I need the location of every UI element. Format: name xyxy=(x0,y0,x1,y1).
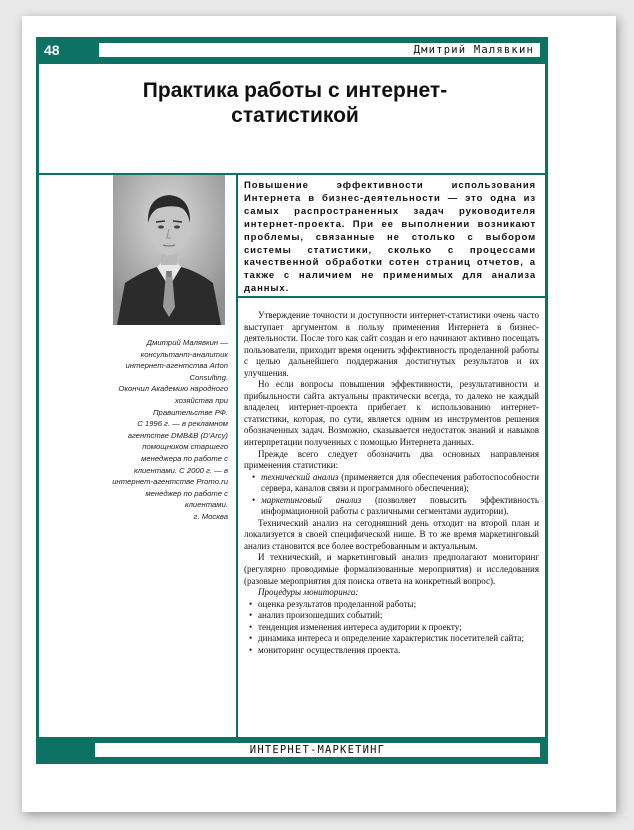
author-photo xyxy=(113,175,225,325)
body-paragraph: Но если вопросы повышения эффективности, результативности и прибыльности сайта актуальны практически всегда, то далеко не каждый владелец интернет-проекта прибегает к использованию интернет-статистики, которая, по сути, является одним из инструментов решения обозначенных задач. Возможно, сказывается недостаток знаний и навыков интерпретации полученных с помощью Интернета данных. xyxy=(244,379,539,448)
list-item: • анализ произошедших событий; xyxy=(244,610,539,622)
list-item-text: (применяется для обеспечения работоспособности сервера, каналов связи и программного обеспечения); xyxy=(261,471,539,494)
column-divider xyxy=(236,173,238,739)
caption-line: помощником старшего xyxy=(142,442,228,452)
caption-line: агентстве DMB&B (D'Arcy) xyxy=(127,430,228,440)
monitoring-procedures-list xyxy=(244,599,539,657)
author-caption xyxy=(88,337,228,523)
body-paragraph: Прежде всего следует обозначить два основных направления применения статистики: xyxy=(244,448,539,471)
caption-line: клиентами. С 2000 г. — в xyxy=(134,465,228,475)
caption-line: клиентами. xyxy=(184,500,228,510)
list-item: • тенденция изменения интереса аудитории к проекту; xyxy=(244,622,539,634)
body-paragraph: И технический, и маркетинговый анализ предполагают мониторинг (регулярно проводимые формализованные мероприятия) и исследования (разовые мероприятия для поиска ответа на конкретный вопрос). xyxy=(244,552,539,586)
list-item xyxy=(244,472,539,495)
caption-line: Дмитрий Малявкин — xyxy=(146,338,228,347)
term: технический анализ xyxy=(261,471,339,482)
list-item-text: (позволяет повысить эффективность информационной работы с различными сегментами аудитории). xyxy=(261,494,539,517)
portrait-image xyxy=(113,175,225,325)
list-item: • мониторинг осуществления проекта. xyxy=(244,645,539,657)
article-title xyxy=(80,78,510,128)
caption-line: менеджер по работе с xyxy=(145,488,228,498)
caption-line: интернет-агентства Arton xyxy=(125,361,228,371)
header-author: Дмитрий Малявкин xyxy=(98,42,541,58)
caption-line: С 1996 г. — в рекламном xyxy=(137,419,228,429)
caption-line: интернет-агентстве Promo.ru xyxy=(112,477,228,487)
article-body xyxy=(244,310,539,656)
body-paragraph: Технический анализ на сегодняшний день отходит на второй план и локализуется в своей специфической нише. В то же время маркетинговый анализ становится все более востребованным и актуальным. xyxy=(244,517,539,551)
caption-line: г. Москва xyxy=(193,511,228,521)
caption-line: хозяйства при xyxy=(174,395,228,405)
list-item: • оценка результатов проделанной работы; xyxy=(244,599,539,611)
article-lead: Повышение эффективности использования Интернета в бизнес-деятельности — это одна из самых распространенных задач руководителя интернет-проекта. При ее выполнении возникают проблемы, связанные не столько с выбором системы статистики, сколько с процессами качественной обработки сотен страниц отчетов, а также с наличием не применимых для анализа данных. xyxy=(244,180,536,295)
caption-line: консультант-аналитик xyxy=(140,349,228,359)
caption-line: Consulting. xyxy=(189,372,228,382)
page-number: 48 xyxy=(44,42,60,58)
lead-divider xyxy=(236,296,548,298)
title-line-2: статистикой xyxy=(231,104,359,127)
list-item xyxy=(244,495,539,518)
footer-section-label: ИНТЕРНЕТ-МАРКЕТИНГ xyxy=(94,742,541,758)
caption-line: Правительстве РФ. xyxy=(152,407,228,417)
caption-line: менеджера по работе с xyxy=(141,453,228,463)
list-item: • динамика интереса и определение характеристик посетителей сайта; xyxy=(244,633,539,645)
body-paragraph: Утверждение точности и доступности интернет-статистики очень часто выступает аргументом в пользу применения Интернета в бизнес-деятельности. После того как сайт создан и его начинают активно посещать пользователи, приходит время оценить эффективность проделанной работы с целью дальнейшего поддержания достигнутых результатов и их улучшения. xyxy=(244,310,539,378)
caption-line: Окончил Академию народного xyxy=(118,384,228,394)
subheading: Процедуры мониторинга: xyxy=(258,587,359,598)
title-line-1: Практика работы с интернет- xyxy=(142,79,448,102)
analysis-types-list xyxy=(244,472,539,518)
term: маркетинговый анализ xyxy=(261,494,362,505)
